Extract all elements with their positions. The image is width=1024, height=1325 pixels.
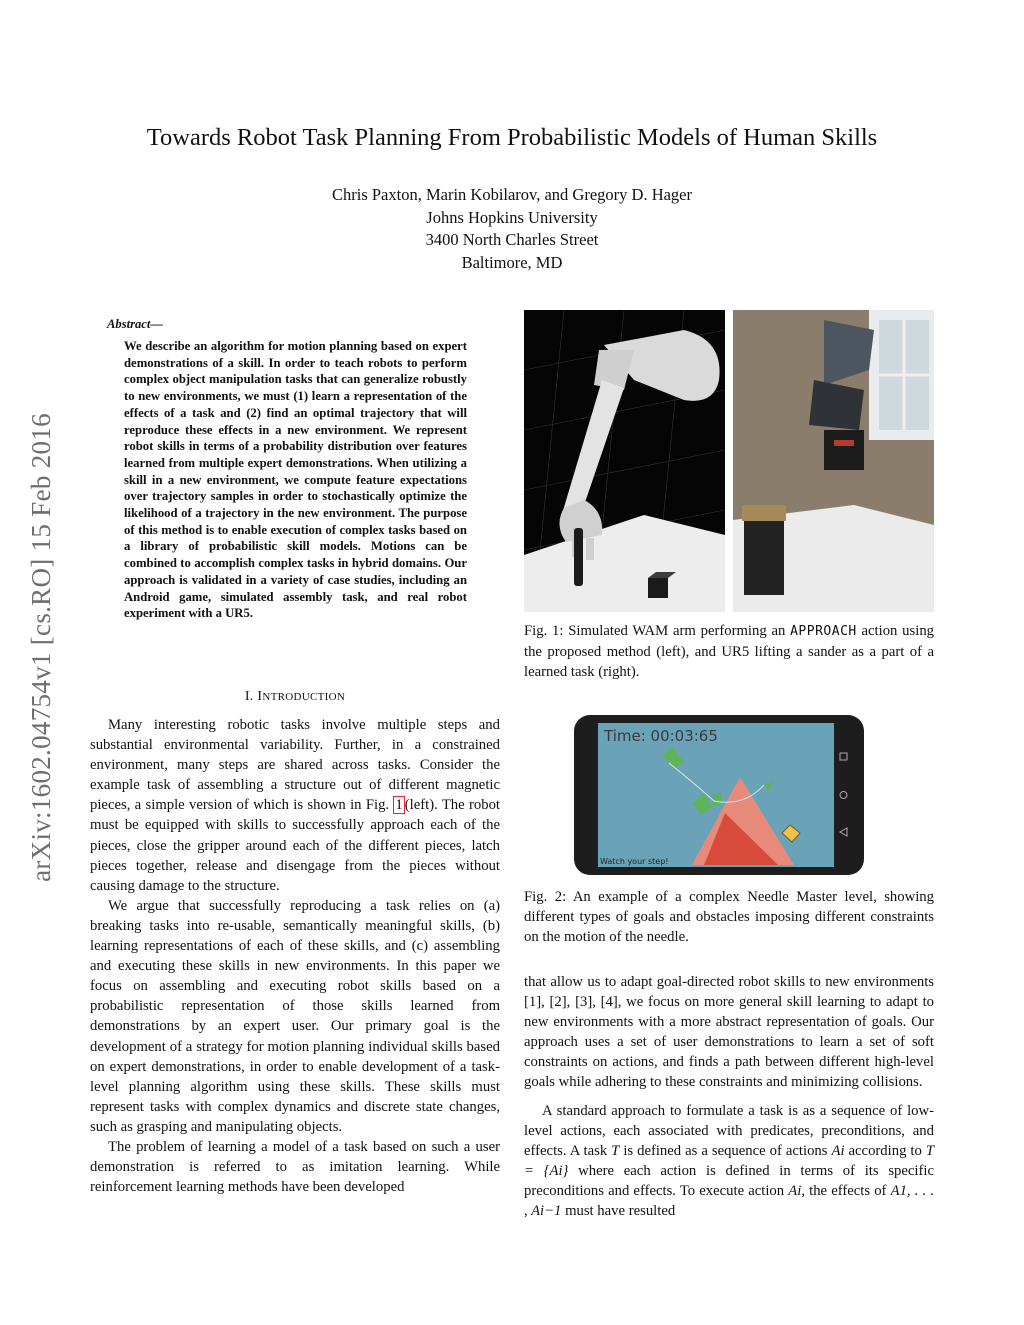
intro-paragraph-3: The problem of learning a model of a task based on such a user demonstration is referred to as imitation learning. While reinforcement learning methods have been developed <box>90 1138 500 1196</box>
author-street: 3400 North Charles Street <box>425 230 599 249</box>
goal-block-small <box>713 793 721 805</box>
author-institution: Johns Hopkins University <box>426 207 598 227</box>
author-city: Baltimore, MD <box>461 252 563 272</box>
section-title-rest: NTRODUCTION <box>262 691 346 703</box>
game-timer: Time: 00:03:65 <box>604 727 718 745</box>
figure-2-game-screenshot <box>574 715 864 875</box>
section-number: I. <box>244 689 254 704</box>
arxiv-stamp <box>20 355 62 940</box>
section-title-initial: I <box>257 689 263 704</box>
figure-2-caption: Fig. 2: An example of a complex Needle Master level, showing different types of goals and obstacles imposing different constraints on the motion of the needle. <box>524 889 934 946</box>
ur5-robot-photo <box>733 310 934 612</box>
right-column-text <box>524 972 934 1221</box>
arxiv-id: arXiv:1602.04754v1 [cs.RO] 15 Feb 2016 <box>25 413 56 882</box>
section-heading-introduction <box>90 689 500 705</box>
author-block <box>212 184 812 274</box>
figure-1-images <box>524 310 934 612</box>
intro-paragraph-1: Many interesting robotic tasks involve multiple steps and substantial environmental variability. Further, in a constrained environment, many steps are shared across tasks. Consider the example task of assembling a structure out of different magnetic pieces, a simple version of which is shown in Fig. 1 (left). The robot must be equipped with skills to successfully approach each of the pieces, close the gripper around each of the different pieces, latch pieces together, release and disengage from the pieces without causing damage to the structure. <box>90 717 500 894</box>
simulated-wam-arm-image <box>524 310 725 612</box>
author-names: Chris Paxton, Marin Kobilarov, and Gregory D. Hager <box>331 185 693 204</box>
fig-1-reference-link[interactable]: 1 <box>395 797 403 814</box>
approach-action-code: APPROACH <box>790 624 857 639</box>
abstract-body: We describe an algorithm for motion planning based on expert demonstrations of a skill. In order to teach robots to perform complex object manipulation tasks that can generalize robustly to new environments, we must (1) learn a representation of the effects of a task and (2) find an optimal trajectory that will reproduce these effects in a new environment. We represent robot skills in terms of a probability distribution over features learned from multiple expert demonstrations. When utilizing a skill in a new environment, we compute feature expectations over trajectory samples in order to stochastically optimize the likelihood of a trajectory in the new environment. The purpose of this method is to enable execution of complex tasks based on a library of probabilistic skill models. Motions can be combined to accomplish complex tasks in hybrid domains. Our approach is validated in a variety of case studies, including an Android game, simulated assembly task, and real robot experiment with a UR5. <box>124 339 467 621</box>
intro-paragraph-2: We argue that successfully reproducing a task relies on (a) breaking tasks into re-usable, semantically meaningful skills, (b) learning representations of each of these skills, and (c) assembling and executing these skills in new environments. In this paper we focus on assembling and executing robot skills based on a probabilistic representation of those skills learned from demonstrations by an expert user. Our primary goal is the development of a strategy for motion planning individual skills based on expert demonstrations, in order to enable development of a task-level planning algorithm using these skills. These skills must represent tasks with complex dynamics and discrete state changes, such as grasping and manipulating objects. <box>90 897 500 1135</box>
right-paragraph-2: A standard approach to formulate a task is as a sequence of low-level actions, each associated with predicates, preconditions, and effects. A task T is defined as a sequence of actions Ai according to T = {Ai} where each action is defined in terms of its specific preconditions and effects. To execute action Ai, the effects of A1, . . . , Ai−1 must have resulted <box>524 1102 934 1220</box>
left-column-text <box>90 715 500 1197</box>
abstract-heading: Abstract— <box>107 317 163 331</box>
game-hint-text: Watch your step! <box>600 857 669 866</box>
figure-1-caption: Fig. 1: Simulated WAM arm performing an APPROACH action using the proposed method (left), and UR5 lifting a sander as a part of a learned task (right). <box>524 623 935 681</box>
right-paragraph-1: that allow us to adapt goal-directed robot skills to new environments [1], [2], [3], [4], we focus on more general skill learning to adapt to new environments with a more abstract representation of goals. Our approach uses a set of user demonstrations to learn a set of soft constraints on actions, and finds a path between different high-level goals while adhering to these constraints and minimizing collisions. <box>524 974 934 1091</box>
paper-title: Towards Robot Task Planning From Probabilistic Models of Human Skills <box>146 124 878 151</box>
